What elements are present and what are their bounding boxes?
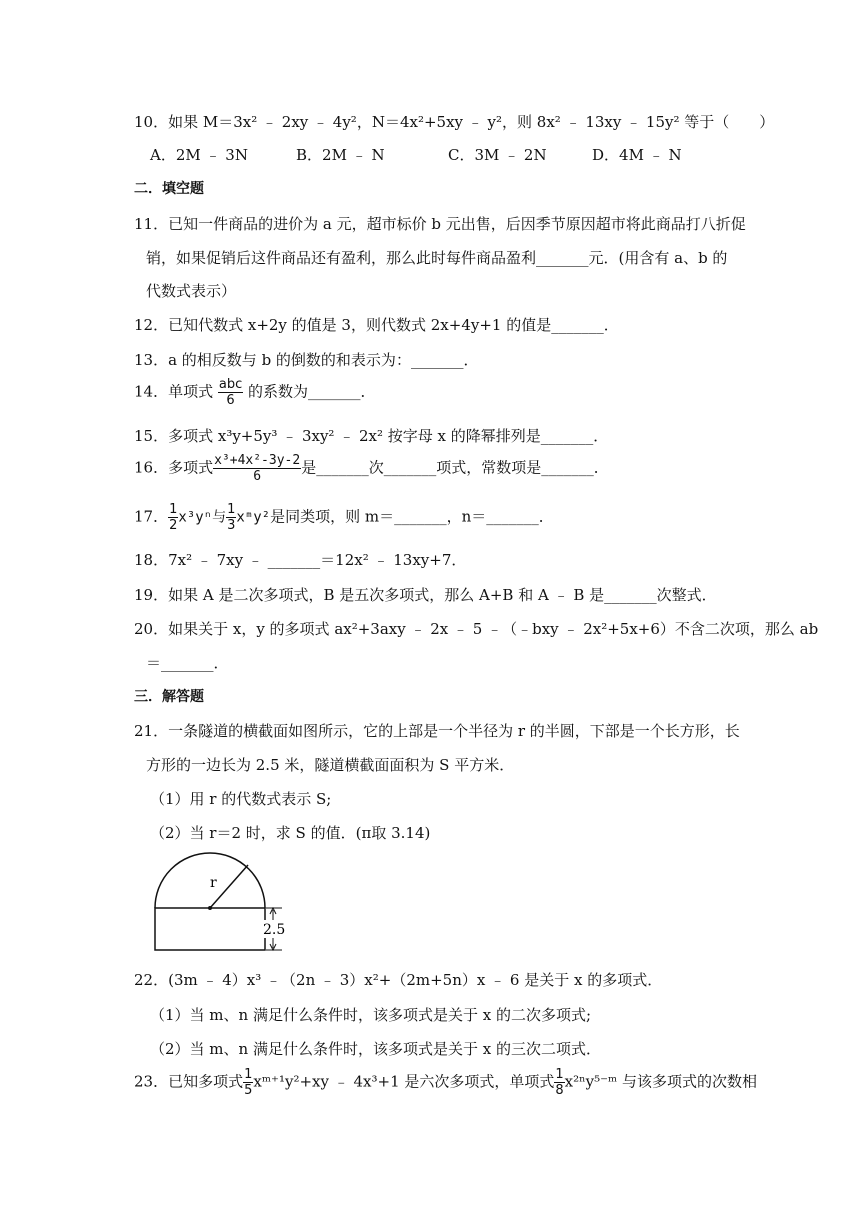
q21-line1: 21．一条隧道的横截面如图所示，它的上部是一个半径为 r 的半圆，下部是一个长方形，长 bbox=[134, 722, 740, 740]
q10-option-d[interactable]: D．4M ﹣ N bbox=[592, 146, 682, 164]
question-10 bbox=[134, 112, 774, 132]
q22-line1: 22．(3m ﹣ 4）x³ ﹣（2n ﹣ 3）x²+（2m+5n）x ﹣ 6 是关于 x 的多项式． bbox=[134, 971, 663, 989]
q23-fraction-2 bbox=[554, 1068, 564, 1097]
q17-f1-den: 2 bbox=[169, 518, 178, 533]
q23-middle-2: x²ⁿy⁵⁻ᵐ 与该多项式的次数相 bbox=[564, 1072, 758, 1091]
q23-f2-num: 1 bbox=[555, 1067, 564, 1082]
q21-sub1: （1）用 r 的代数式表示 S; bbox=[150, 790, 332, 808]
section-2-heading: 二．填空题 bbox=[134, 181, 204, 197]
question-23 bbox=[134, 1068, 757, 1097]
question-16 bbox=[134, 454, 609, 483]
q23-f1-den: 5 bbox=[244, 1083, 253, 1098]
q14-suffix: 的系数为_______． bbox=[248, 382, 376, 401]
center-point bbox=[208, 906, 212, 910]
q16-denominator: 6 bbox=[253, 469, 262, 484]
q11-line2: 销，如果促销后这件商品还有盈利，那么此时每件商品盈利_______元．(用含有 a、b 的 bbox=[146, 249, 728, 267]
q17-f2-den: 3 bbox=[227, 518, 236, 533]
q10-text: M＝3x² ﹣ 2xy ﹣ 4y²，N＝4x²+5xy ﹣ y²，则 8x² ﹣ 13xy ﹣ 15y² 等于（ ） bbox=[202, 113, 775, 131]
q17-monomial-2: xᵐy² bbox=[236, 509, 271, 526]
q17-fraction-2 bbox=[226, 503, 236, 532]
q23-fraction-1 bbox=[243, 1068, 253, 1097]
q14-numerator: abc bbox=[218, 377, 243, 392]
q14-prefix: 14．单项式 bbox=[134, 382, 218, 401]
question-17 bbox=[134, 503, 554, 532]
q10-option-c[interactable]: C．3M ﹣ 2N bbox=[448, 146, 547, 164]
q16-numerator: x³+4x²-3y-2 bbox=[214, 453, 301, 468]
q14-denominator: 6 bbox=[226, 393, 235, 408]
q21-sub2: （2）当 r＝2 时，求 S 的值．(π取 3.14) bbox=[150, 824, 431, 842]
q10-number: 10．如果 bbox=[134, 113, 203, 131]
q17-f1-num: 1 bbox=[169, 502, 178, 517]
question-19: 19．如果 A 是二次多项式，B 是五次多项式，那么 A+B 和 A ﹣ B 是_______次整式． bbox=[134, 586, 717, 604]
section-3-heading: 三．解答题 bbox=[134, 689, 204, 705]
q20-line1: 20．如果关于 x，y 的多项式 ax²+3axy ﹣ 2x ﹣ 5 ﹣（﹣bxy ﹣ 2x²+5x+6）不含二次项，那么 ab bbox=[134, 620, 819, 638]
q17-fraction-1 bbox=[168, 503, 178, 532]
q11-line3: 代数式表示） bbox=[146, 282, 237, 300]
q23-middle-1: xᵐ⁺¹y²+xy ﹣ 4x³+1 是六次多项式，单项式 bbox=[253, 1072, 555, 1091]
q17-monomial-1: x³yⁿ与 bbox=[178, 509, 227, 526]
height-label: 2.5 bbox=[263, 922, 286, 938]
tunnel-cross-section-figure bbox=[150, 838, 300, 954]
q16-fraction bbox=[213, 454, 301, 483]
q23-f1-num: 1 bbox=[244, 1067, 253, 1082]
rectangle-base bbox=[155, 908, 265, 950]
radius-label: r bbox=[210, 875, 217, 891]
q20-line2: ＝_______． bbox=[146, 654, 229, 672]
q23-prefix: 23．已知多项式 bbox=[134, 1072, 244, 1091]
q23-f2-den: 8 bbox=[555, 1083, 564, 1098]
q22-sub2: （2）当 m、n 满足什么条件时，该多项式是关于 x 的三次二项式． bbox=[150, 1040, 601, 1058]
question-13: 13．a 的相反数与 b 的倒数的和表示为：_______． bbox=[134, 351, 479, 369]
q16-suffix: 是_______次_______项式，常数项是_______． bbox=[301, 458, 609, 477]
q10-option-b[interactable]: B．2M ﹣ N bbox=[296, 146, 385, 164]
question-14 bbox=[134, 378, 376, 407]
q21-line2: 方形的一边长为 2.5 米，隧道横截面面积为 S 平方米． bbox=[146, 756, 515, 774]
question-12: 12．已知代数式 x+2y 的值是 3，则代数式 2x+4y+1 的值是_______． bbox=[134, 316, 619, 334]
q17-suffix: 是同类项，则 m＝_______，n＝_______． bbox=[270, 507, 554, 526]
q14-fraction bbox=[218, 378, 243, 407]
question-18: 18．7x² ﹣ 7xy ﹣ _______＝12x² ﹣ 13xy+7． bbox=[134, 551, 467, 569]
q22-sub1: （1）当 m、n 满足什么条件时，该多项式是关于 x 的二次多项式; bbox=[150, 1006, 592, 1024]
question-15: 15．多项式 x³y+5y³ ﹣ 3xy² ﹣ 2x² 按字母 x 的降幂排列是_______． bbox=[134, 427, 609, 445]
q11-line1: 11．已知一件商品的进价为 a 元，超市标价 b 元出售，后因季节原因超市将此商品打八折促 bbox=[134, 215, 746, 233]
q17-prefix: 17． bbox=[134, 507, 169, 526]
q16-prefix: 16．多项式 bbox=[134, 458, 214, 477]
q17-f2-num: 1 bbox=[227, 502, 236, 517]
q10-option-a[interactable]: A．2M ﹣ 3N bbox=[150, 146, 248, 164]
